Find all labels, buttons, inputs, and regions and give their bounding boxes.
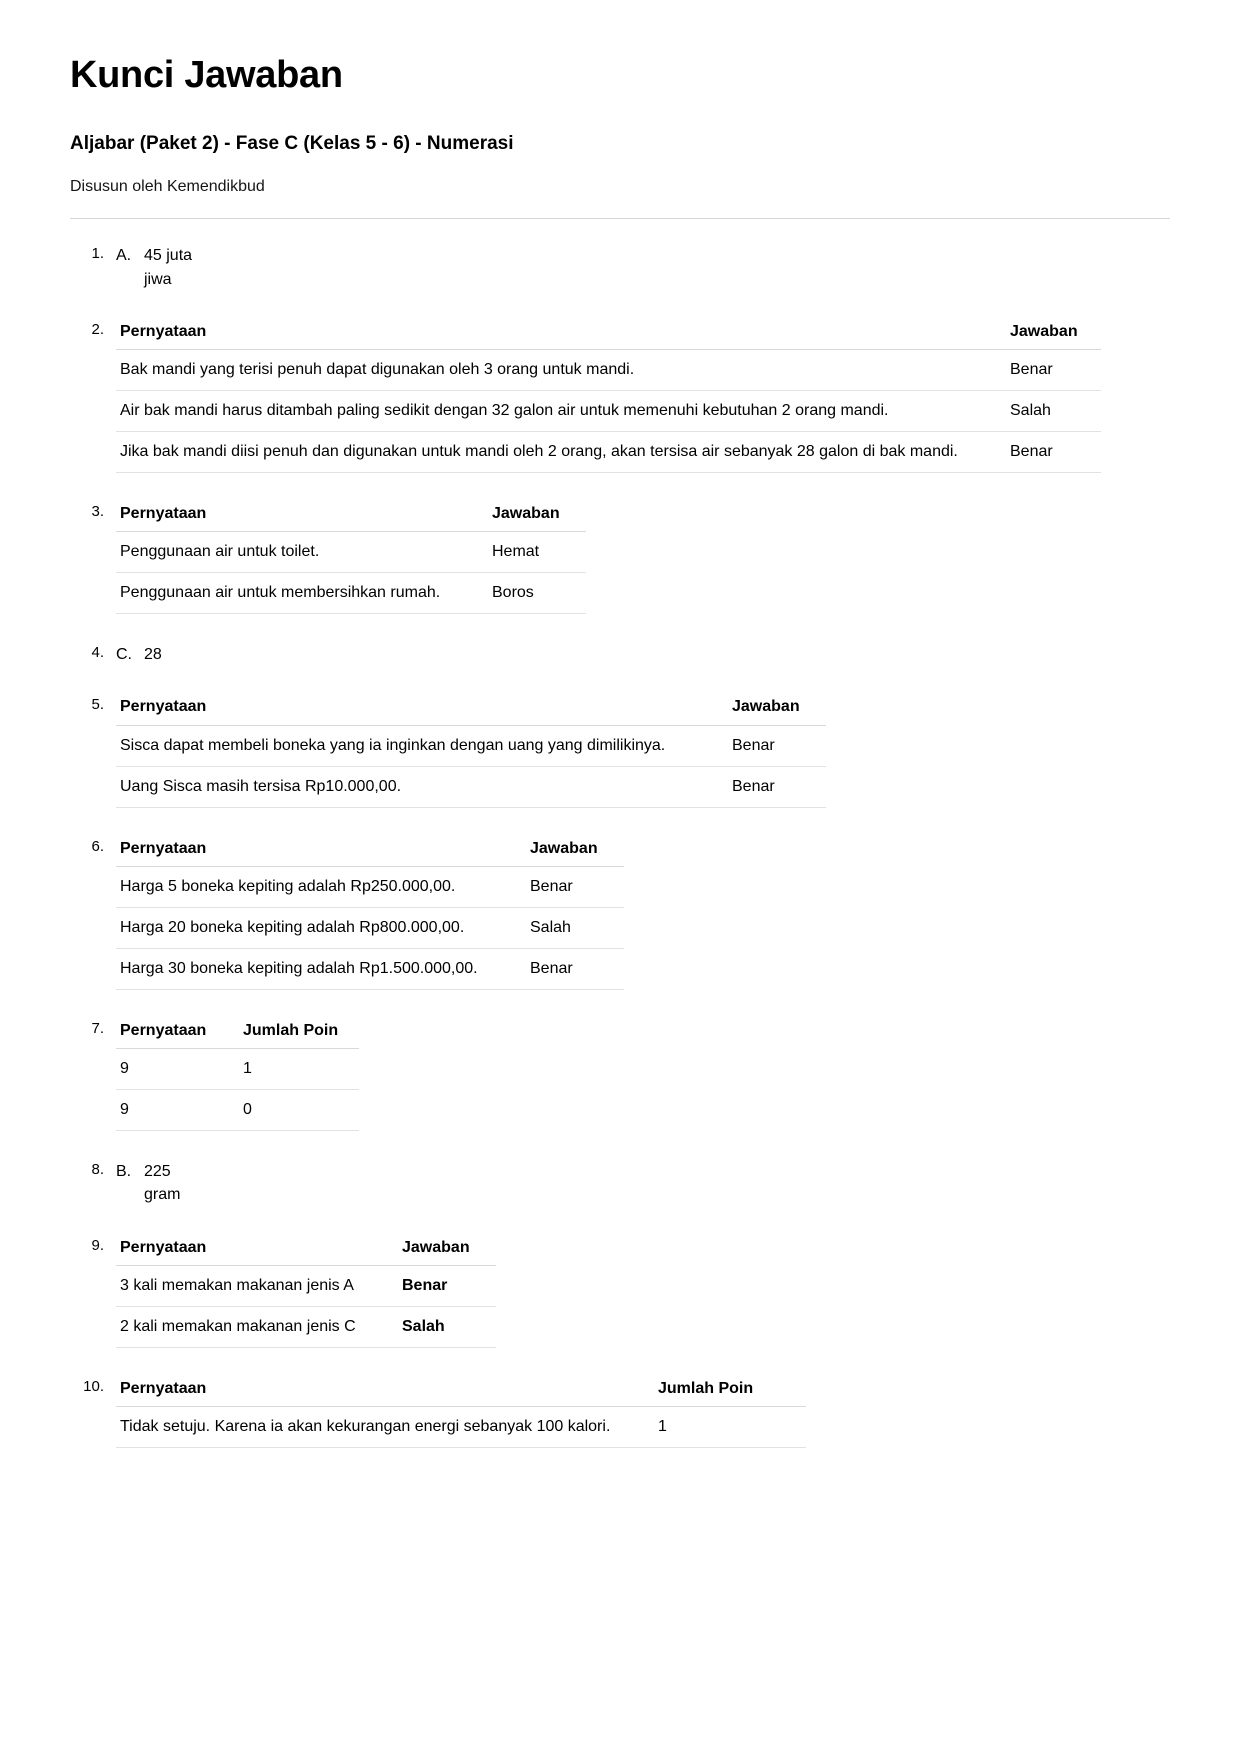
answer-number: 2.: [91, 320, 104, 338]
statement-cell: 9: [116, 1049, 229, 1090]
statement-cell: Harga 30 boneka kepiting adalah Rp1.500.000,00.: [116, 948, 516, 989]
answer-body: [116, 1376, 1170, 1448]
statement-cell: Jika bak mandi diisi penuh dan digunakan untuk mandi oleh 2 orang, akan tersisa air sebanyak 28 galon di bak mandi.: [116, 431, 996, 472]
answer-item: [70, 642, 1170, 666]
column-header-answer: Jawaban: [718, 694, 826, 725]
answer-number: 3.: [91, 503, 104, 521]
choice-letter: B.: [116, 1163, 132, 1181]
answer-item: [70, 1159, 1170, 1206]
column-header-statement: Pernyataan: [116, 694, 718, 725]
table-header-row: [116, 836, 624, 867]
answer-table: [116, 694, 826, 807]
answer-cell: Benar: [996, 431, 1101, 472]
table-row: [116, 390, 1101, 431]
answer-item: [70, 319, 1170, 473]
answer-cell: Salah: [388, 1306, 496, 1347]
table-row: [116, 1306, 496, 1347]
statement-cell: Air bak mandi harus ditambah paling sedikit dengan 32 galon air untuk memenuhi kebutuhan 2 orang mandi.: [116, 390, 996, 431]
answer-item: [70, 1018, 1170, 1131]
answer-number: 7.: [91, 1020, 104, 1038]
statement-cell: Bak mandi yang terisi penuh dapat digunakan oleh 3 orang untuk mandi.: [116, 349, 996, 390]
table-header-row: [116, 319, 1101, 350]
answer-body: [116, 319, 1170, 473]
statement-cell: 3 kali memakan makanan jenis A: [116, 1265, 388, 1306]
choice-letter: A.: [116, 247, 132, 265]
statement-cell: Sisca dapat membeli boneka yang ia inginkan dengan uang yang dimilikinya.: [116, 725, 718, 766]
choice-text: 225 gram: [144, 1163, 181, 1204]
table-row: [116, 1406, 806, 1447]
table-row: [116, 1265, 496, 1306]
answer-item: [70, 1376, 1170, 1448]
answer-body: [116, 642, 1170, 666]
statement-cell: Penggunaan air untuk membersihkan rumah.: [116, 573, 478, 614]
statement-cell: Tidak setuju. Karena ia akan kekurangan energi sebanyak 100 kalori.: [116, 1406, 644, 1447]
statement-cell: Uang Sisca masih tersisa Rp10.000,00.: [116, 766, 718, 807]
answer-body: [116, 243, 1170, 290]
answer-body: [116, 1235, 1170, 1348]
answer-table: [116, 501, 586, 614]
answer-cell: Benar: [996, 349, 1101, 390]
column-header-answer: Jawaban: [388, 1235, 496, 1266]
table-row: [116, 907, 624, 948]
page-byline: Disusun oleh Kemendikbud: [70, 178, 265, 196]
table-header-row: [116, 1235, 496, 1266]
answer-item: [70, 243, 1170, 290]
column-header-statement: Pernyataan: [116, 501, 478, 532]
column-header-answer: Jawaban: [516, 836, 624, 867]
choice-text: 45 juta jiwa: [144, 247, 193, 288]
statement-cell: Harga 5 boneka kepiting adalah Rp250.000,00.: [116, 866, 516, 907]
column-header-answer: Jumlah Poin: [229, 1018, 359, 1049]
table-row: [116, 1049, 359, 1090]
table-row: [116, 766, 826, 807]
answer-body: [116, 694, 1170, 807]
table-header-row: [116, 1376, 806, 1407]
answer-list: [70, 243, 1170, 1448]
column-header-answer: Jumlah Poin: [644, 1376, 806, 1407]
answer-cell: 1: [229, 1049, 359, 1090]
table-header-row: [116, 501, 586, 532]
choice-answer: [116, 642, 1170, 666]
choice-text: 28: [144, 646, 162, 664]
statement-cell: Harga 20 boneka kepiting adalah Rp800.000,00.: [116, 907, 516, 948]
answer-cell: Benar: [516, 866, 624, 907]
table-row: [116, 1090, 359, 1131]
answer-cell: 0: [229, 1090, 359, 1131]
column-header-statement: Pernyataan: [116, 319, 996, 350]
answer-number: 1.: [91, 245, 104, 263]
table-row: [116, 349, 1101, 390]
header-divider: [70, 218, 1170, 219]
table-row: [116, 866, 624, 907]
choice-letter: C.: [116, 646, 132, 664]
answer-item: [70, 694, 1170, 807]
table-header-row: [116, 694, 826, 725]
table-row: [116, 573, 586, 614]
column-header-answer: Jawaban: [996, 319, 1101, 350]
answer-cell: Benar: [718, 766, 826, 807]
answer-cell: Benar: [388, 1265, 496, 1306]
statement-cell: 2 kali memakan makanan jenis C: [116, 1306, 388, 1347]
table-row: [116, 948, 624, 989]
answer-body: [116, 836, 1170, 990]
column-header-answer: Jawaban: [478, 501, 586, 532]
table-row: [116, 431, 1101, 472]
answer-cell: Boros: [478, 573, 586, 614]
answer-cell: Salah: [516, 907, 624, 948]
table-row: [116, 532, 586, 573]
answer-table: [116, 836, 624, 990]
answer-table: [116, 1018, 359, 1131]
answer-number: 4.: [91, 644, 104, 662]
answer-cell: Salah: [996, 390, 1101, 431]
answer-number: 8.: [91, 1161, 104, 1179]
answer-body: [116, 1159, 1170, 1206]
table-header-row: [116, 1018, 359, 1049]
answer-number: 10.: [83, 1377, 104, 1395]
answer-item: [70, 1235, 1170, 1348]
answer-number: 6.: [91, 837, 104, 855]
answer-table: [116, 319, 1101, 473]
column-header-statement: Pernyataan: [116, 836, 516, 867]
choice-answer: [116, 243, 1170, 290]
answer-cell: 1: [644, 1406, 806, 1447]
answer-number: 5.: [91, 696, 104, 714]
column-header-statement: Pernyataan: [116, 1235, 388, 1266]
table-row: [116, 725, 826, 766]
page-subtitle: Aljabar (Paket 2) - Fase C (Kelas 5 - 6) - Numerasi: [70, 132, 514, 154]
statement-cell: Penggunaan air untuk toilet.: [116, 532, 478, 573]
answer-cell: Benar: [516, 948, 624, 989]
choice-answer: [116, 1159, 1170, 1206]
column-header-statement: Pernyataan: [116, 1018, 229, 1049]
page-title: Kunci Jawaban: [70, 54, 343, 96]
statement-cell: 9: [116, 1090, 229, 1131]
answer-number: 9.: [91, 1236, 104, 1254]
answer-body: [116, 1018, 1170, 1131]
answer-item: [70, 836, 1170, 990]
answer-body: [116, 501, 1170, 614]
column-header-statement: Pernyataan: [116, 1376, 644, 1407]
answer-table: [116, 1376, 806, 1448]
answer-cell: Benar: [718, 725, 826, 766]
answer-table: [116, 1235, 496, 1348]
answer-item: [70, 501, 1170, 614]
answer-cell: Hemat: [478, 532, 586, 573]
